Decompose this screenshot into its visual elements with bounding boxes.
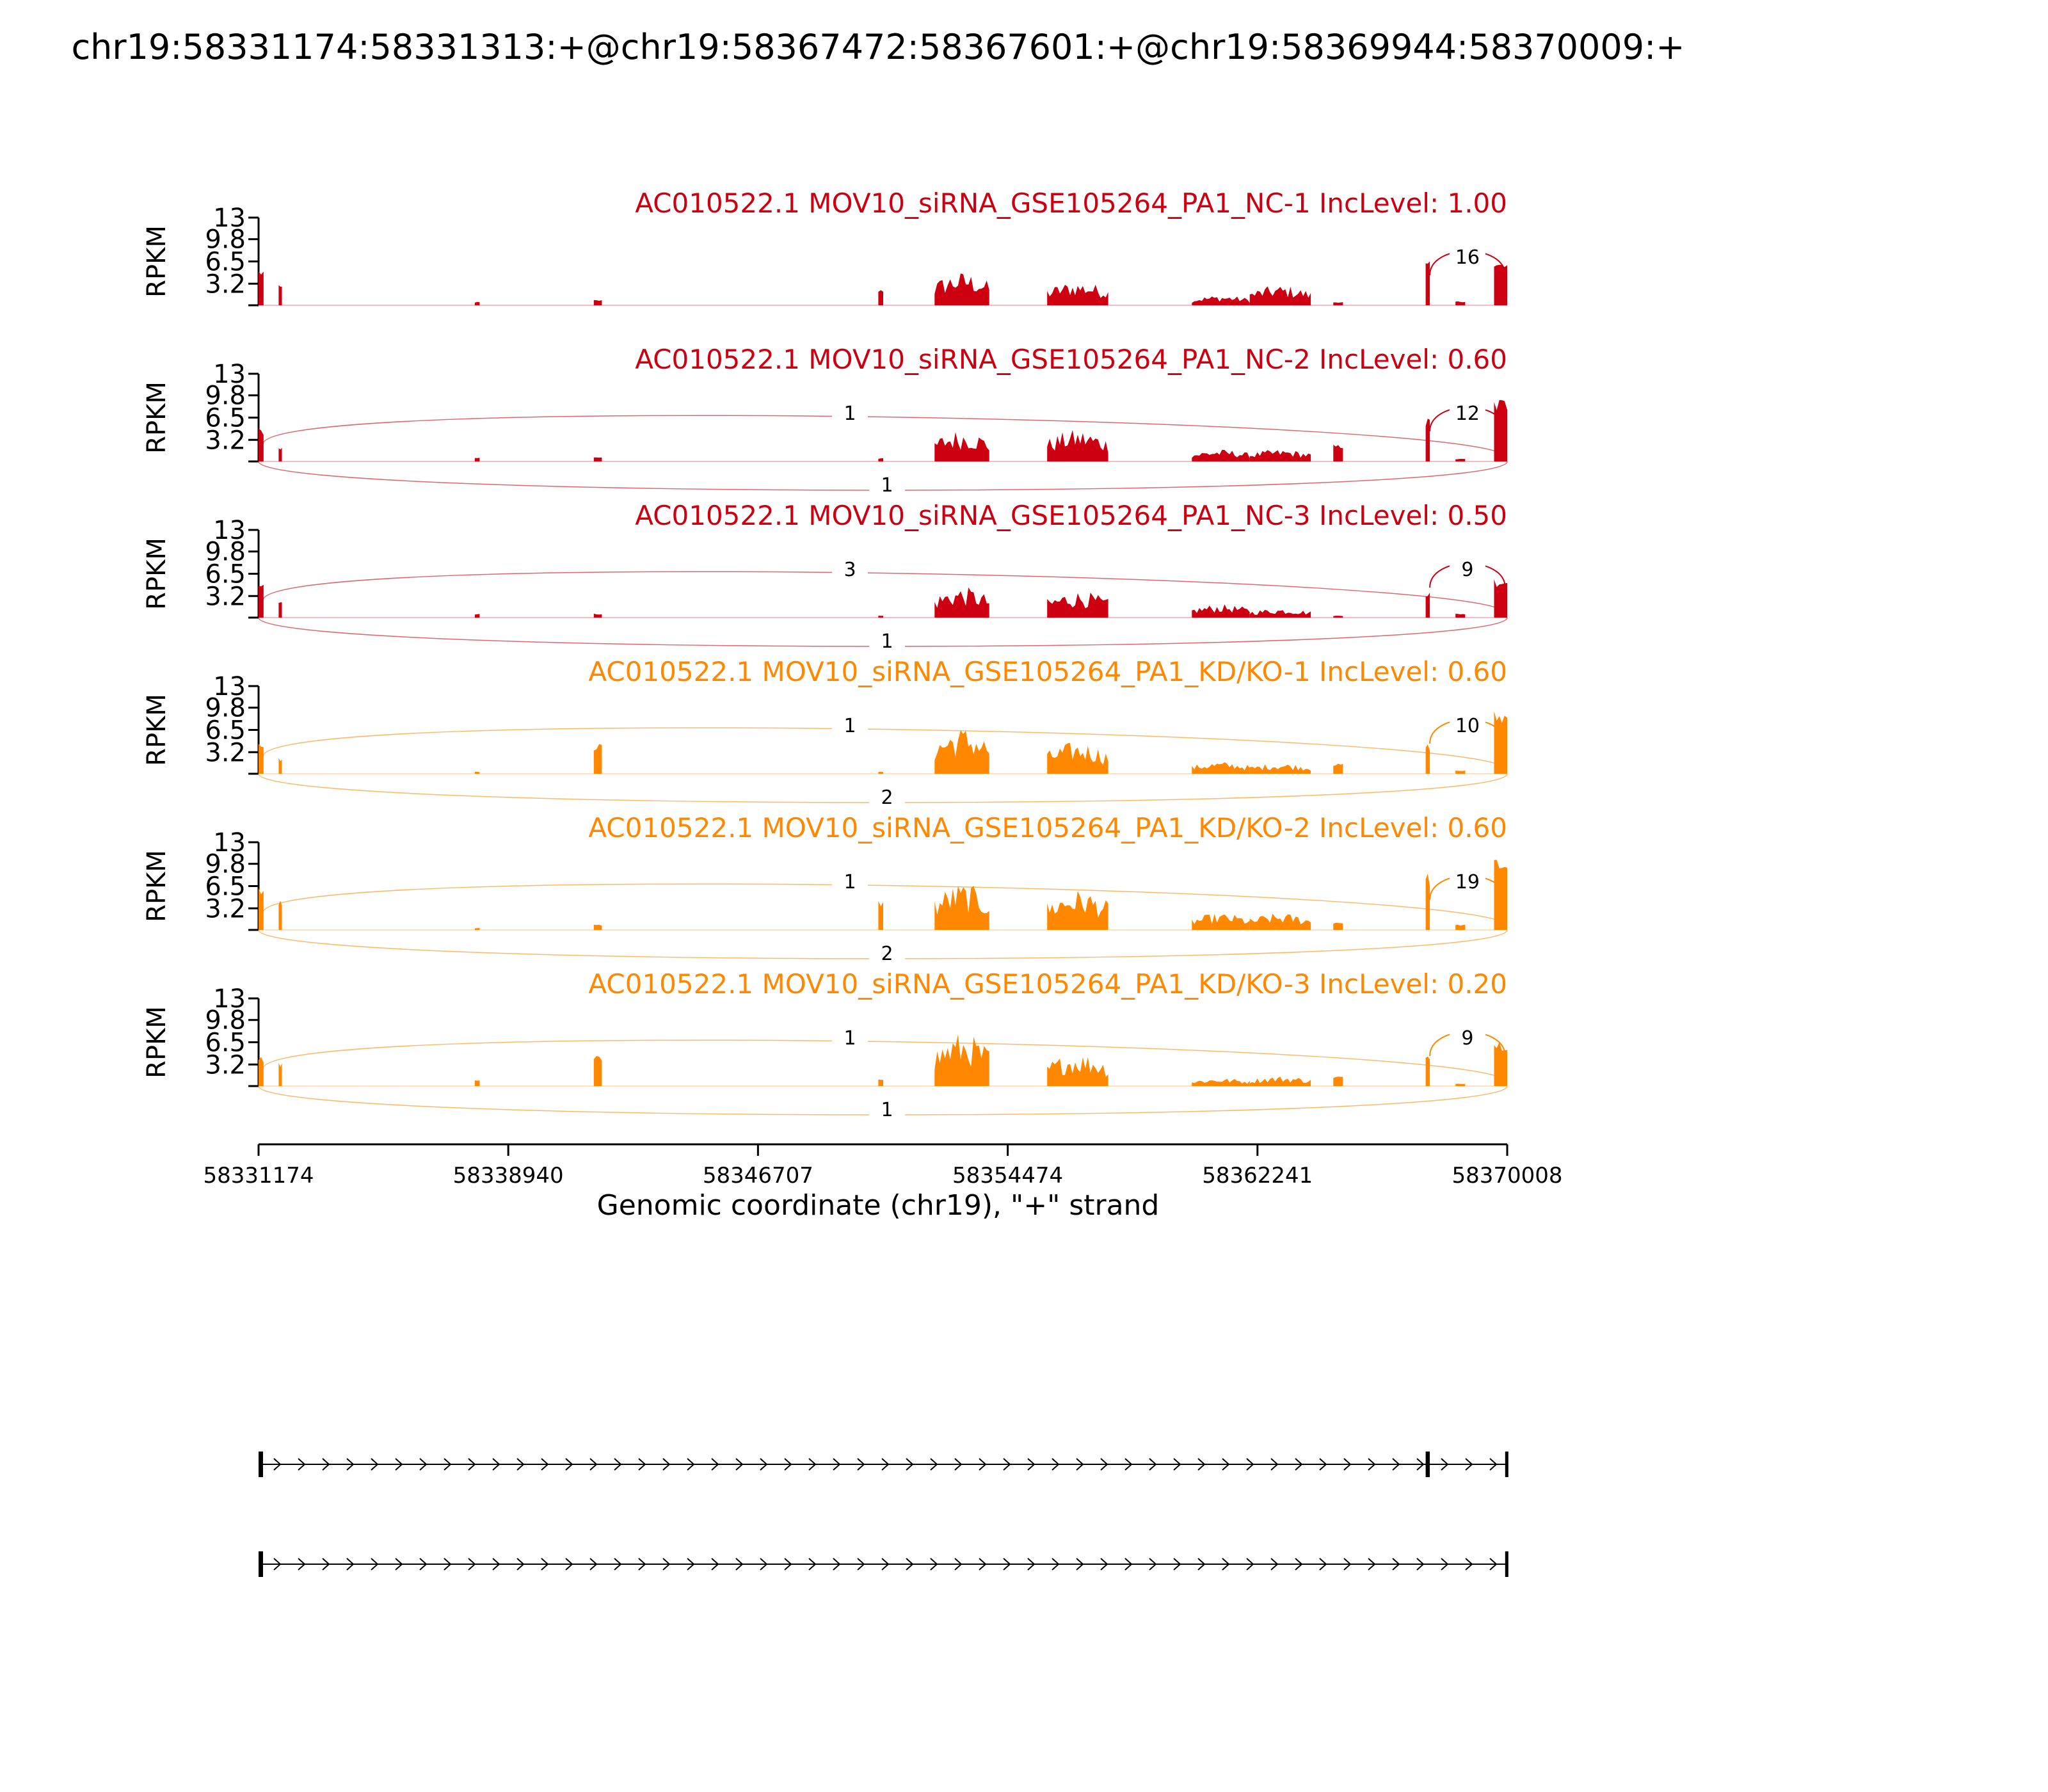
coverage-area <box>1192 296 1249 305</box>
y-tick-label: 6.5 <box>205 1028 246 1058</box>
x-axis-label: Genomic coordinate (chr19), "+" strand <box>596 1189 1160 1222</box>
coverage-area <box>934 588 989 618</box>
junction-arc-skip-upper <box>263 572 1505 613</box>
coverage-area <box>1455 614 1465 618</box>
y-tick-label: 9.8 <box>205 693 246 723</box>
junction-count-inclusion: 12 <box>1455 403 1480 425</box>
junction-count-skip-lower: 1 <box>881 474 893 497</box>
sample-panel <box>142 344 1507 497</box>
coverage-area <box>1426 262 1430 306</box>
exon-block <box>1505 1452 1508 1477</box>
exon-block <box>1505 1551 1508 1577</box>
junction-count-skip-lower: 1 <box>881 1099 893 1121</box>
coverage-area <box>1426 1057 1430 1086</box>
junction-arc-skip-upper <box>263 1040 1505 1082</box>
coverage-area <box>594 925 602 930</box>
coverage-area <box>1192 1079 1249 1087</box>
coverage-area <box>1455 1084 1465 1086</box>
coverage-area <box>878 901 883 930</box>
coverage-area <box>278 448 282 461</box>
x-tick-label: 58354474 <box>952 1163 1064 1188</box>
coverage-area <box>259 744 264 774</box>
junction-count-inclusion: 9 <box>1461 559 1474 581</box>
junction-arc-skip-upper <box>263 415 1505 457</box>
y-axis-label: RPKM <box>142 381 172 454</box>
y-tick-label: 3.2 <box>205 269 246 300</box>
coverage-area <box>1333 302 1343 305</box>
figure-title: chr19:58331174:58331313:+@chr19:58367472:58367601:+@chr19:58369944:58370009:+ <box>71 27 1685 67</box>
sample-title: AC010522.1 MOV10_siRNA_GSE105264_PA1_NC-1 IncLevel: 1.00 <box>635 188 1507 219</box>
sample-panel <box>142 500 1507 653</box>
coverage-area <box>1192 914 1249 930</box>
coverage-area <box>1250 610 1311 618</box>
coverage-area <box>259 271 264 305</box>
junction-count-skip-lower: 2 <box>881 787 893 809</box>
junction-count-skip-upper: 1 <box>844 403 856 425</box>
junction-count-inclusion: 19 <box>1455 871 1480 893</box>
coverage-area <box>259 428 264 461</box>
exon-block <box>1426 1452 1430 1477</box>
coverage-area <box>1192 762 1249 774</box>
coverage-area <box>1250 1076 1311 1086</box>
coverage-area <box>934 432 989 461</box>
coverage-area <box>1250 450 1311 461</box>
coverage-area <box>934 730 989 774</box>
y-axis-label: RPKM <box>142 850 172 922</box>
sample-panel <box>142 656 1507 809</box>
sample-panel <box>142 812 1507 965</box>
coverage-area <box>278 285 282 305</box>
coverage-area <box>878 1080 883 1086</box>
coverage-area <box>1426 874 1430 930</box>
coverage-area <box>1455 925 1465 930</box>
y-tick-label: 6.5 <box>205 872 246 902</box>
sample-title: AC010522.1 MOV10_siRNA_GSE105264_PA1_KD/KO-2 IncLevel: 0.60 <box>588 812 1507 844</box>
coverage-area <box>878 458 883 461</box>
y-axis-label: RPKM <box>142 225 172 298</box>
y-axis-label: RPKM <box>142 538 172 610</box>
coverage-area <box>1192 450 1249 461</box>
coverage-area <box>475 302 480 305</box>
x-tick-label: 58370008 <box>1452 1163 1563 1188</box>
coverage-area <box>594 458 602 461</box>
coverage-area <box>1333 445 1343 461</box>
coverage-area <box>1333 923 1343 930</box>
coverage-area <box>475 614 480 618</box>
coverage-area <box>1455 459 1465 461</box>
y-tick-label: 13 <box>213 828 246 858</box>
sample-title: AC010522.1 MOV10_siRNA_GSE105264_PA1_KD/KO-3 IncLevel: 0.20 <box>588 968 1507 1000</box>
coverage-area <box>1250 764 1311 774</box>
y-tick-label: 9.8 <box>205 849 246 879</box>
junction-count-skip-upper: 1 <box>844 715 856 737</box>
coverage-area <box>594 744 602 774</box>
coverage-area <box>1047 1057 1108 1087</box>
sample-panel <box>142 968 1507 1121</box>
coverage-area <box>1047 891 1108 930</box>
coverage-area <box>934 273 989 305</box>
coverage-area <box>594 614 602 618</box>
y-tick-label: 3.2 <box>205 1050 246 1080</box>
y-tick-label: 9.8 <box>205 225 246 255</box>
junction-count-skip-lower: 2 <box>881 943 893 965</box>
coverage-area <box>259 1057 264 1087</box>
y-tick-label: 3.2 <box>205 894 246 924</box>
coverage-area <box>594 300 602 305</box>
coverage-area <box>1455 301 1465 305</box>
coverage-area <box>594 1056 602 1086</box>
junction-count-skip-upper: 3 <box>844 559 856 581</box>
x-tick-label: 58338940 <box>452 1163 564 1188</box>
y-axis-label: RPKM <box>142 1006 172 1078</box>
x-tick-label: 58346707 <box>702 1163 813 1188</box>
y-axis-label: RPKM <box>142 694 172 766</box>
coverage-area <box>1333 764 1343 774</box>
y-tick-label: 6.5 <box>205 559 246 589</box>
coverage-area <box>1250 914 1311 930</box>
junction-arc-skip-upper <box>263 884 1505 925</box>
junction-count-skip-lower: 1 <box>881 630 893 653</box>
coverage-area <box>1426 744 1430 774</box>
y-tick-label: 3.2 <box>205 582 246 612</box>
y-tick-label: 9.8 <box>205 1005 246 1036</box>
coverage-area <box>278 602 282 618</box>
y-tick-label: 6.5 <box>205 247 246 277</box>
x-tick-label: 58331174 <box>203 1163 314 1188</box>
y-tick-label: 3.2 <box>205 426 246 456</box>
coverage-area <box>475 1080 480 1086</box>
coverage-area <box>878 290 883 305</box>
transcript-inclusion <box>259 1452 1508 1477</box>
y-tick-label: 6.5 <box>205 716 246 746</box>
coverage-area <box>259 585 264 618</box>
coverage-area <box>1494 1042 1508 1086</box>
coverage-area <box>1047 593 1108 618</box>
coverage-area <box>1047 743 1108 774</box>
coverage-area <box>475 458 480 461</box>
coverage-area <box>1192 604 1249 618</box>
coverage-area <box>1250 286 1311 305</box>
y-tick-label: 3.2 <box>205 738 246 768</box>
coverage-area <box>278 900 282 930</box>
y-tick-label: 13 <box>213 204 246 233</box>
x-tick-label: 58362241 <box>1202 1163 1313 1188</box>
coverage-area <box>278 758 282 774</box>
junction-count-inclusion: 9 <box>1461 1027 1474 1050</box>
sample-panels <box>142 188 1507 1121</box>
y-tick-label: 13 <box>213 984 246 1014</box>
x-axis <box>203 1144 1562 1188</box>
junction-arc-skip-upper <box>263 728 1505 769</box>
transcript-track <box>259 1452 1508 1577</box>
y-tick-label: 9.8 <box>205 381 246 411</box>
y-tick-label: 6.5 <box>205 403 246 433</box>
y-tick-label: 13 <box>213 516 246 545</box>
coverage-area <box>1047 430 1108 461</box>
junction-count-inclusion: 16 <box>1455 246 1480 269</box>
y-tick-label: 13 <box>213 672 246 701</box>
coverage-area <box>278 1063 282 1086</box>
coverage-area <box>1455 771 1465 774</box>
junction-count-skip-upper: 1 <box>844 1027 856 1050</box>
y-tick-label: 9.8 <box>205 537 246 567</box>
junction-count-inclusion: 10 <box>1455 715 1480 737</box>
transcript-skipping <box>259 1551 1508 1577</box>
exon-block <box>259 1551 263 1577</box>
exon-block <box>259 1452 263 1477</box>
coverage-area <box>1333 1076 1343 1086</box>
sample-panel <box>142 188 1507 305</box>
junction-count-skip-upper: 1 <box>844 871 856 893</box>
coverage-area <box>934 886 989 930</box>
coverage-area <box>1047 285 1108 305</box>
coverage-area <box>259 888 264 931</box>
sample-title: AC010522.1 MOV10_siRNA_GSE105264_PA1_KD/KO-1 IncLevel: 0.60 <box>588 656 1507 687</box>
y-tick-label: 13 <box>213 360 246 389</box>
sample-title: AC010522.1 MOV10_siRNA_GSE105264_PA1_NC-2 IncLevel: 0.60 <box>635 344 1507 375</box>
sample-title: AC010522.1 MOV10_siRNA_GSE105264_PA1_NC-3 IncLevel: 0.50 <box>635 500 1507 531</box>
